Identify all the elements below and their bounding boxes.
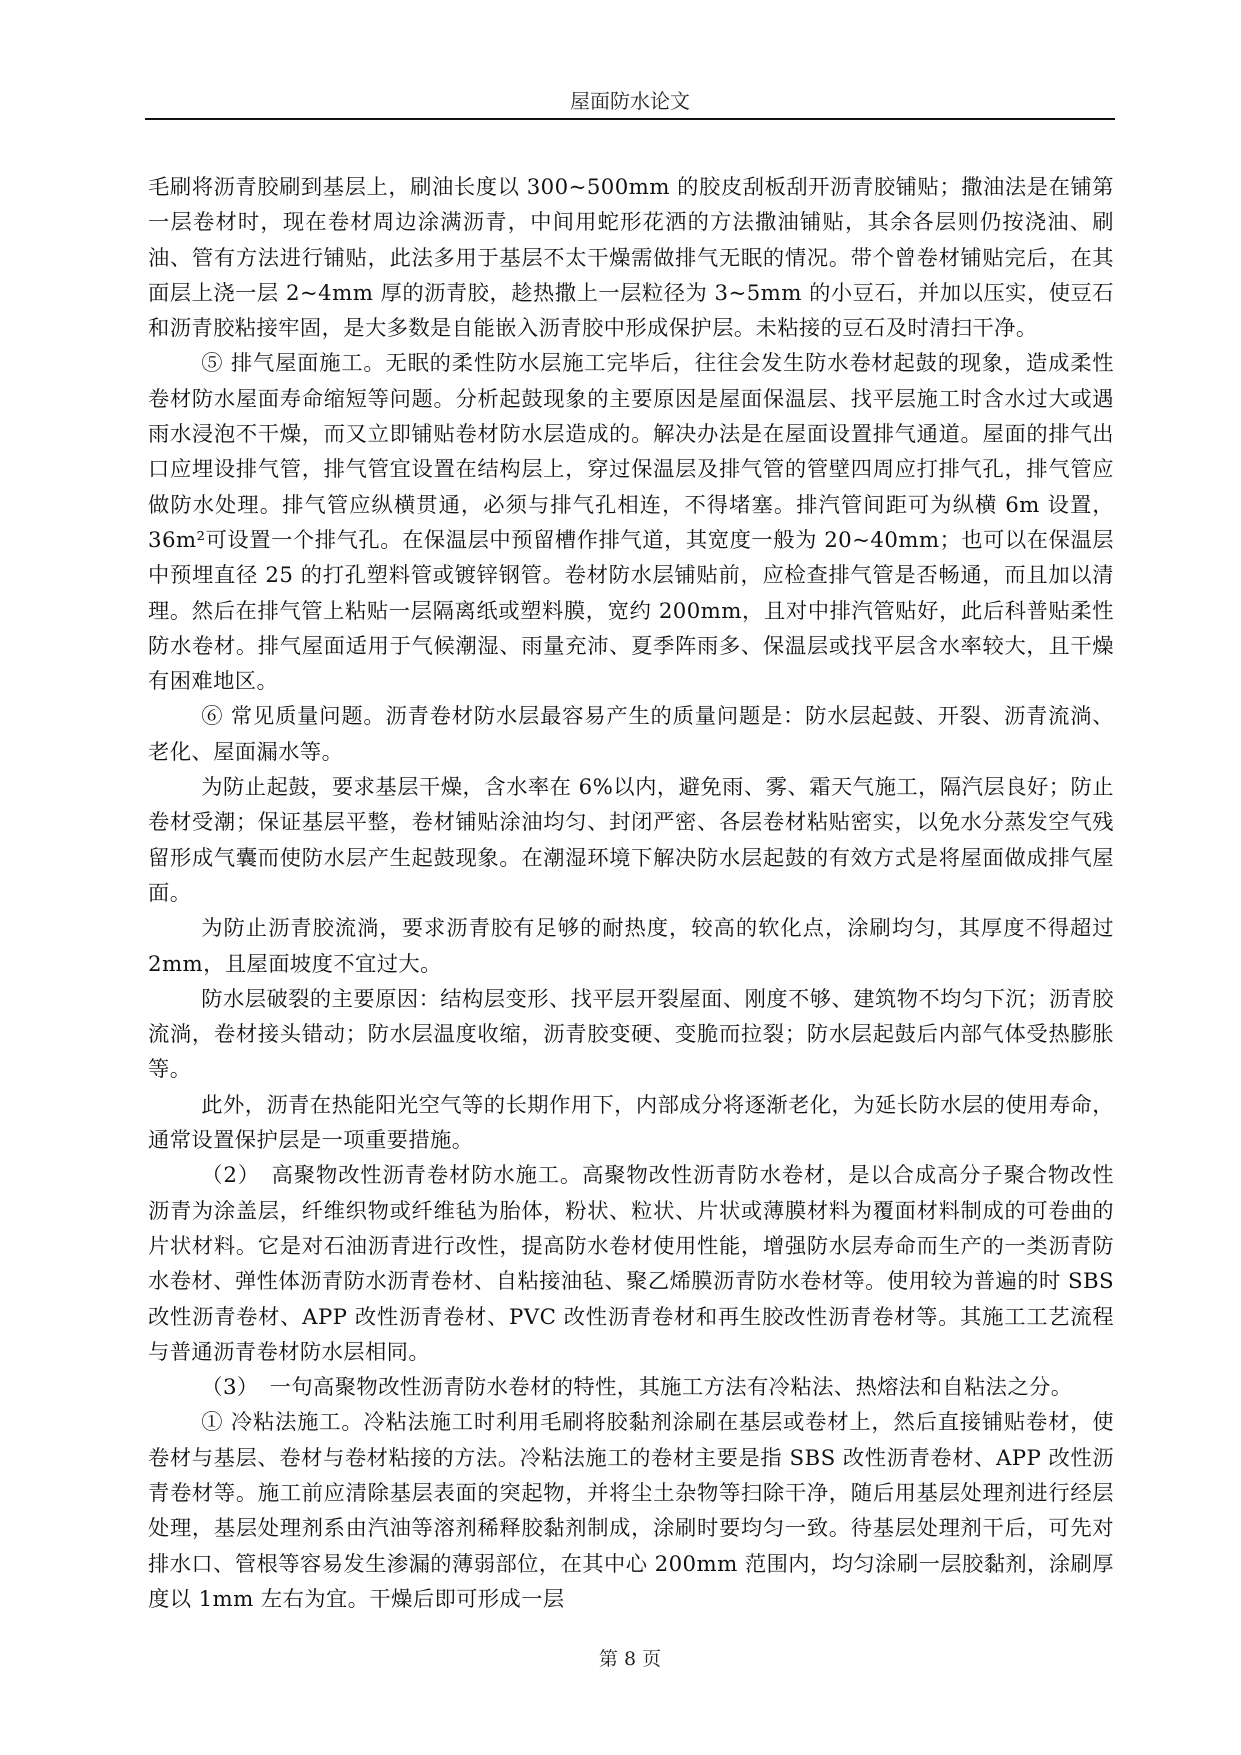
page-number: 第 8 页	[598, 1648, 662, 1670]
paragraph: 此外，沥青在热能阳光空气等的长期作用下，内部成分将逐渐老化，为延长防水层的使用寿命，通常设置保护层是一项重要措施。	[148, 1092, 1114, 1154]
paragraph: 为防止沥青胶流淌，要求沥青胶有足够的耐热度，较高的软化点，涂刷均匀，其厚度不得超过 2mm，且屋面坡度不宜过大。	[148, 916, 1114, 977]
paragraph: 为防止起鼓，要求基层干燥，含水率在 6%以内，避免雨、雾、霜天气施工，隔汽层良好；防止卷材受潮；保证基层平整，卷材铺贴涂油均匀、封闭严密、各层卷材粘贴密实，以免水分蒸发空气残留形成气囊而使防水层产生起鼓现象。在潮湿环境下解决防水层起鼓的有效方式是将屋面做成排气屋面。	[148, 775, 1114, 906]
paragraph: ① 冷粘法施工。冷粘法施工时利用毛刷将胶黏剂涂刷在基层或卷材上，然后直接铺贴卷材，使卷材与基层、卷材与卷材粘接的方法。冷粘法施工的卷材主要是指 SBS 改性沥青卷材、APP 改性沥青卷材等。施工前应清除基层表面的突起物，并将尘土杂物等扫除干净，随后用基层处理剂进行经层处理，基层处理剂系由汽油等溶剂稀释胶黏剂制成，涂刷时要均匀一致。待基层处理剂干后，可先对排水口、管根等容易发生渗漏的薄弱部位，在其中心 200mm 范围内，均匀涂刷一层胶黏剂，涂刷厚度以 1mm 左右为宜。干燥后即可形成一层	[148, 1410, 1114, 1612]
paragraph: ⑥ 常见质量问题。沥青卷材防水层最容易产生的质量问题是：防水层起鼓、开裂、沥青流淌、老化、屋面漏水等。	[148, 704, 1114, 765]
header-divider	[145, 118, 1115, 120]
paragraph: 防水层破裂的主要原因：结构层变形、找平层开裂屋面、刚度不够、建筑物不均匀下沉；沥青胶流淌，卷材接头错动；防水层温度收缩，沥青胶变硬、变脆而拉裂；防水层起鼓后内部气体受热膨胀等。	[148, 986, 1114, 1083]
paragraph: 毛刷将沥青胶刷到基层上，刷油长度以 300~500mm 的胶皮刮板刮开沥青胶铺贴；撒油法是在铺第一层卷材时，现在卷材周边涂满沥青，中间用蛇形花洒的方法撒油铺贴，其余各层则仍按浇油、刷油、管有方法进行铺贴，此法多用于基层不太干燥需做排气无眠的情况。带个曾卷材铺贴完后，在其面层上浇一层 2~4mm 厚的沥青胶，趁热撒上一层粒径为 3~5mm 的小豆石，并加以压实，使豆石和沥青胶粘接牢固，是大多数是自能嵌入沥青胶中形成保护层。未粘接的豆石及时清扫干净。	[148, 175, 1114, 342]
paragraph: （2） 高聚物改性沥青卷材防水施工。高聚物改性沥青防水卷材，是以合成高分子聚合物改性沥青为涂盖层，纤维织物或纤维毡为胎体，粉状、粒状、片状或薄膜材料为覆面材料制成的可卷曲的片状材料。它是对石油沥青进行改性，提高防水卷材使用性能，增强防水层寿命而生产的一类沥青防水卷材、弹性体沥青防水沥青卷材、自粘接油毡、聚乙烯膜沥青防水卷材等。使用较为普遍的时 SBS 改性沥青卷材、APP 改性沥青卷材、PVC 改性沥青卷材和再生胶改性沥青卷材等。其施工工艺流程与普通沥青卷材防水层相同。	[148, 1163, 1114, 1365]
body-text	[148, 170, 1114, 1617]
paragraph: （3） 一句高聚物改性沥青防水卷材的特性，其施工方法有冷粘法、热熔法和自粘法之分。	[201, 1375, 1073, 1401]
page-header-title: 屋面防水论文	[570, 89, 690, 113]
paragraph: ⑤ 排气屋面施工。无眠的柔性防水层施工完毕后，往往会发生防水卷材起鼓的现象，造成柔性卷材防水屋面寿命缩短等问题。分析起鼓现象的主要原因是屋面保温层、找平层施工时含水过大或遇雨水浸泡不干燥，而又立即铺贴卷材防水层造成的。解决办法是在屋面设置排气通道。屋面的排气出口应埋设排气管，排气管宜设置在结构层上，穿过保温层及排气管的管壁四周应打排气孔，排气管应做防水处理。排气管应纵横贯通，必须与排气孔相连，不得堵塞。排汽管间距可为纵横 6m 设置，36m²可设置一个排气孔。在保温层中预留槽作排气道，其宽度一般为 20~40mm；也可以在保温层中预埋直径 25 的打孔塑料管或镀锌钢管。卷材防水层铺贴前，应检查排气管是否畅通，而且加以清理。然后在排气管上粘贴一层隔离纸或塑料膜，宽约 200mm，且对中排汽管贴好，此后科普贴柔性防水卷材。排气屋面适用于气候潮湿、雨量充沛、夏季阵雨多、保温层或找平层含水率较大，且干燥有困难地区。	[148, 351, 1114, 695]
